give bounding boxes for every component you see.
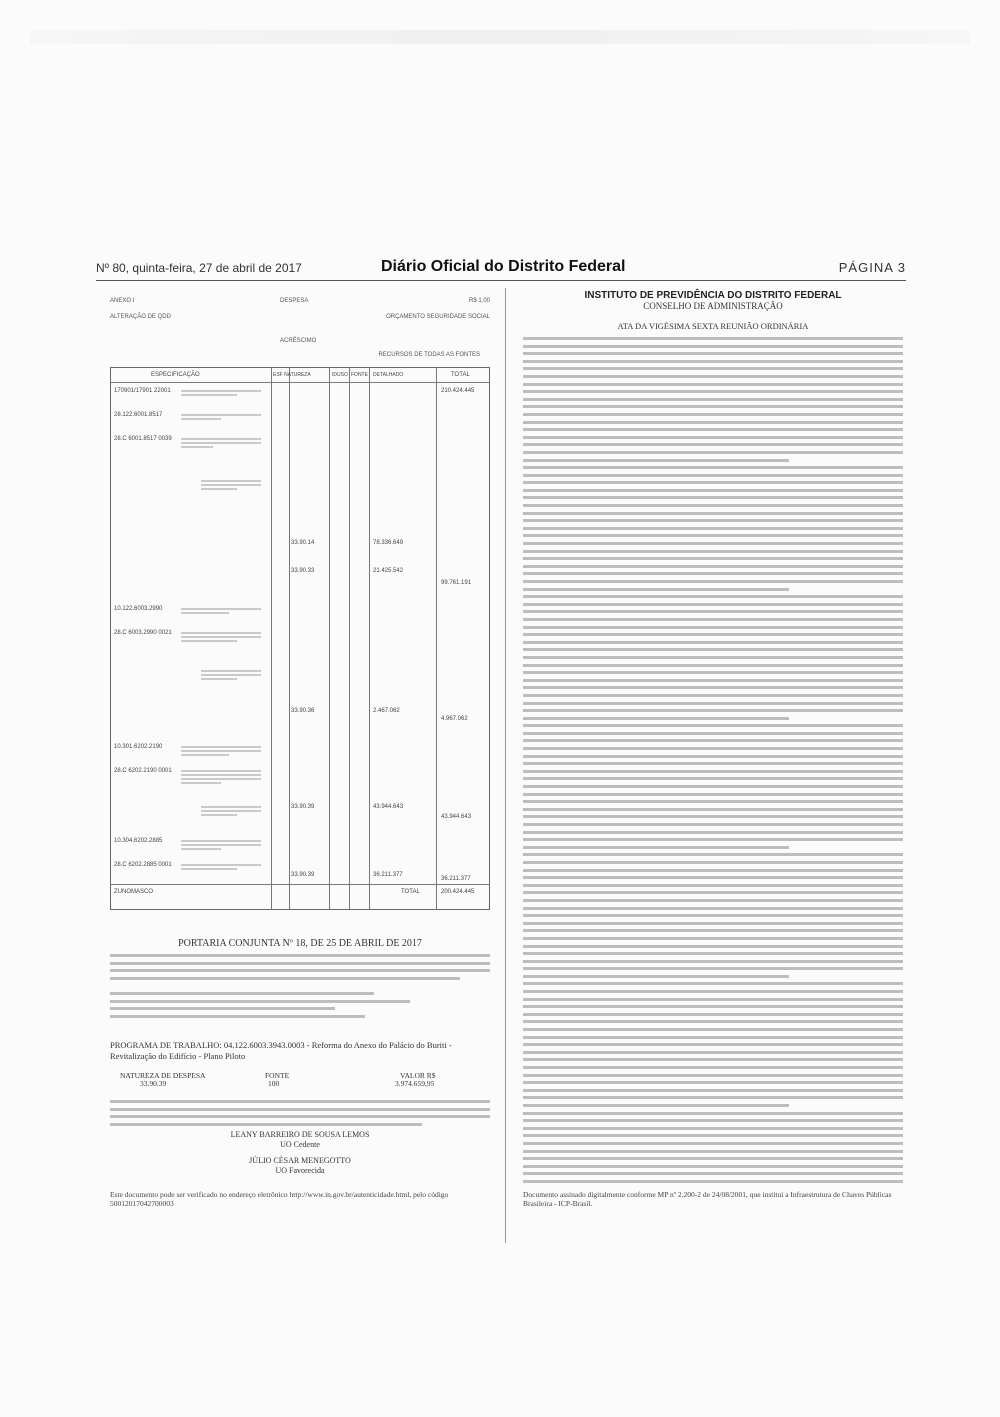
- ata-body-text: [523, 337, 903, 1183]
- text-line: [523, 580, 903, 583]
- footer-right: Documento assinado digitalmente conforme MP nº 2.200-2 de 24/08/2001, que institui a Infraestrutura de Chaves Públicas Brasileira - ICP-Brasil.: [523, 1190, 892, 1208]
- text-line: [523, 914, 903, 917]
- institute-title: INSTITUTO DE PREVIDÊNCIA DO DISTRITO FEDERAL: [584, 290, 842, 301]
- text-line: [523, 519, 903, 522]
- newspaper-title: Diário Oficial do Distrito Federal: [381, 258, 626, 275]
- text-line: [523, 633, 903, 636]
- table-row-code: 10.122.6003.2990: [114, 606, 163, 612]
- budget-table: [110, 292, 490, 910]
- programa-trabalho: PROGRAMA DE TRABALHO: 04.122.6003.3943.0003 - Reforma do Anexo do Palácio do Buriti - Revitalização do Edifício - Plano Piloto: [110, 1040, 452, 1061]
- table-row-code: 10.301.6202.2190: [114, 744, 163, 750]
- text-line: [523, 527, 903, 530]
- text-line: [523, 937, 903, 940]
- text-line: [523, 337, 903, 340]
- text-line: [523, 352, 903, 355]
- text-line: [523, 686, 903, 689]
- text-line: [523, 785, 903, 788]
- text-line: [523, 360, 903, 363]
- text-line: [523, 755, 903, 758]
- text-line: [523, 747, 903, 750]
- ata-title: ATA DA VIGÉSIMA SEXTA REUNIÃO ORDINÁRIA: [617, 321, 809, 331]
- desc-lines: [181, 838, 261, 852]
- detalhado-value: 2.467.062: [373, 708, 400, 714]
- col-detalhado: DETALHADO: [373, 372, 404, 378]
- natureza-despesa-value: 33.90.39: [140, 1079, 167, 1088]
- text-line: [523, 831, 903, 834]
- desc-lines: [181, 744, 261, 758]
- natureza-value: 33.90.33: [291, 568, 315, 574]
- desc-lines: [201, 804, 261, 818]
- text-line: [523, 375, 903, 378]
- signature-1-name: LEANY BARREIRO DE SOUSA LEMOS: [230, 1130, 370, 1139]
- text-line: [523, 1157, 903, 1160]
- text-line: [523, 724, 903, 727]
- column-divider: [505, 288, 506, 1243]
- text-line: [523, 823, 903, 826]
- text-line: [523, 1180, 903, 1183]
- text-line: [523, 367, 903, 370]
- text-line: [523, 929, 903, 932]
- fonte-value: 100: [268, 1079, 280, 1088]
- text-line: [523, 1165, 903, 1168]
- text-line: [523, 542, 903, 545]
- text-line: [523, 899, 903, 902]
- desc-lines: [181, 436, 261, 450]
- valor-value: 3.974.659,95: [395, 1079, 435, 1088]
- text-line: [523, 876, 903, 879]
- text-line: [523, 907, 903, 910]
- desc-lines: [181, 388, 261, 398]
- text-line: [523, 1013, 903, 1016]
- header-rule: [96, 280, 906, 281]
- sum-value: 200.424.445: [441, 889, 475, 895]
- text-line: [523, 557, 903, 560]
- scan-artifact: [30, 30, 970, 44]
- text-line: [523, 641, 903, 644]
- text-line: [523, 588, 789, 591]
- text-line: [523, 861, 903, 864]
- text-line: [523, 671, 903, 674]
- text-line: [523, 443, 903, 446]
- text-line: [523, 1036, 903, 1039]
- recursos-label: RECURSOS DE TODAS AS FONTES: [378, 352, 480, 358]
- text-line: [523, 1172, 903, 1175]
- text-line: [523, 1020, 903, 1023]
- table-row-code: 28.C 6003.2990 0021: [114, 630, 172, 636]
- text-line: [523, 1043, 903, 1046]
- desc-lines: [181, 862, 261, 872]
- text-line: [523, 626, 903, 629]
- acrescimo-label: ACRÉSCIMO: [280, 338, 317, 344]
- text-line: [523, 967, 903, 970]
- text-line: [523, 891, 903, 894]
- text-line: [523, 648, 903, 651]
- desc-lines: [181, 630, 261, 644]
- footer-left: Este documento pode ser verificado no endereço eletrônico http://www.in.gov.br/autenticidade.html, pelo código 50012017042700003: [110, 1190, 449, 1208]
- detalhado-value: 36.211.377: [373, 872, 403, 878]
- natureza-despesa-label: NATUREZA DE DESPESA: [120, 1071, 206, 1080]
- despesa-label: DESPESA: [280, 298, 309, 304]
- text-line: [523, 998, 903, 1001]
- text-line: [523, 770, 903, 773]
- text-line: [523, 1127, 903, 1130]
- table-row-code: 28.C 6202.2885 0001: [114, 862, 172, 868]
- natureza-value: 33.90.14: [291, 540, 315, 546]
- text-line: [523, 489, 903, 492]
- portaria-preamble: [110, 954, 490, 984]
- text-line: [523, 1005, 903, 1008]
- text-line: [523, 1081, 903, 1084]
- portaria-title: PORTARIA CONJUNTA Nº 18, DE 25 DE ABRIL DE 2017: [178, 938, 422, 949]
- text-line: [523, 1134, 903, 1137]
- text-line: [523, 610, 903, 613]
- text-line: [523, 466, 903, 469]
- text-line: [523, 800, 903, 803]
- portaria-uo-lines: [110, 992, 410, 1022]
- text-line: [523, 1142, 903, 1145]
- text-line: [523, 504, 903, 507]
- signature-1-role: UO Cedente: [280, 1140, 320, 1149]
- text-line: [523, 777, 903, 780]
- table-grid: [110, 367, 490, 910]
- text-line: [523, 793, 903, 796]
- text-line: [523, 421, 903, 424]
- text-line: [523, 390, 903, 393]
- text-line: [523, 512, 903, 515]
- total-value: 99.761.191: [441, 580, 472, 586]
- text-line: [523, 952, 903, 955]
- text-line: [523, 656, 903, 659]
- text-line: [523, 474, 903, 477]
- text-line: [523, 762, 903, 765]
- total-value: 4.967.062: [441, 716, 468, 722]
- table-row-code: 10.304.6202.2885: [114, 838, 163, 844]
- table-footer-code: ZUNOMASCO: [114, 889, 153, 895]
- desc-lines: [181, 606, 261, 616]
- council-subtitle: CONSELHO DE ADMINISTRAÇÃO: [643, 301, 783, 311]
- annex-label: ANEXO I: [110, 298, 135, 304]
- text-line: [523, 739, 903, 742]
- text-line: [523, 572, 903, 575]
- text-line: [523, 945, 903, 948]
- text-line: [523, 1104, 789, 1107]
- total-value: 210.424.445: [441, 388, 475, 394]
- text-line: [523, 451, 903, 454]
- text-line: [523, 1112, 903, 1115]
- text-line: [523, 694, 903, 697]
- text-line: [523, 846, 789, 849]
- signature-2-role: UO Favorecida: [275, 1166, 325, 1175]
- text-line: [523, 884, 903, 887]
- text-line: [523, 975, 789, 978]
- table-row-code: 28.C 6001.8517 0039: [114, 436, 172, 442]
- text-line: [523, 459, 789, 462]
- page-number: PÁGINA 3: [838, 260, 906, 275]
- text-line: [523, 383, 903, 386]
- signature-2-name: JÚLIO CÉSAR MENEGOTTO: [249, 1156, 351, 1165]
- natureza-value: 33.90.39: [291, 872, 315, 878]
- issue-info: Nº 80, quinta-feira, 27 de abril de 2017: [96, 261, 302, 275]
- text-line: [523, 1028, 903, 1031]
- text-line: [523, 534, 903, 537]
- alteration-label: ALTERAÇÃO DE QDD: [110, 314, 171, 320]
- natureza-value: 33.90.39: [291, 804, 315, 810]
- text-line: [523, 1058, 903, 1061]
- total-value: 43.944.643: [441, 814, 472, 820]
- desc-lines: [181, 412, 261, 422]
- text-line: [523, 960, 903, 963]
- text-line: [523, 709, 903, 712]
- right-column: [523, 290, 903, 1188]
- text-line: [523, 603, 903, 606]
- text-line: [523, 1051, 903, 1054]
- col-fonte: FONTE: [351, 372, 368, 378]
- text-line: [523, 1150, 903, 1153]
- desc-lines: [201, 668, 261, 682]
- text-line: [523, 428, 903, 431]
- text-line: [523, 922, 903, 925]
- table-row-code: 28.122.6001.8517: [114, 412, 163, 418]
- valor-label: VALOR R$: [400, 1071, 436, 1080]
- text-line: [523, 565, 903, 568]
- text-line: [523, 345, 903, 348]
- text-line: [523, 618, 903, 621]
- text-line: [523, 398, 903, 401]
- desc-lines: [201, 478, 261, 492]
- text-line: [523, 1119, 903, 1122]
- page-header: [96, 258, 906, 278]
- sum-label: TOTAL: [401, 889, 420, 895]
- text-line: [523, 550, 903, 553]
- orcamento-label: ORÇAMENTO SEGURIDADE SOCIAL: [386, 314, 490, 320]
- text-line: [523, 808, 903, 811]
- text-line: [523, 1074, 903, 1077]
- text-line: [523, 481, 903, 484]
- objeto-text: [110, 1100, 490, 1130]
- detalhado-value: 78.336.649: [373, 540, 404, 546]
- detalhado-value: 43.944.643: [373, 804, 404, 810]
- text-line: [523, 869, 903, 872]
- text-line: [523, 1096, 903, 1099]
- detalhado-value: 21.425.542: [373, 568, 404, 574]
- natureza-value: 33.90.36: [291, 708, 315, 714]
- text-line: [523, 436, 903, 439]
- text-line: [523, 982, 903, 985]
- text-line: [523, 1089, 903, 1092]
- text-line: [523, 838, 903, 841]
- currency-label: R$ 1,00: [468, 298, 490, 304]
- text-line: [523, 853, 903, 856]
- text-line: [523, 496, 903, 499]
- text-line: [523, 717, 789, 720]
- table-row-code: 170901/17901 22001: [114, 388, 171, 394]
- text-line: [523, 815, 903, 818]
- total-value: 36.211.377: [441, 876, 471, 882]
- col-especificacao: ESPECIFICAÇÃO: [151, 372, 200, 378]
- col-total: TOTAL: [451, 372, 470, 378]
- text-line: [523, 702, 903, 705]
- text-line: [523, 1066, 903, 1069]
- text-line: [523, 405, 903, 408]
- text-line: [523, 595, 903, 598]
- col-iduso: IDUSO: [332, 372, 348, 378]
- text-line: [523, 990, 903, 993]
- text-line: [523, 413, 903, 416]
- text-line: [523, 732, 903, 735]
- fonte-label: FONTE: [265, 1071, 290, 1080]
- desc-lines: [181, 768, 261, 786]
- table-row-code: 28.C 6202.2190 0001: [114, 768, 172, 774]
- col-natureza: ESF NATUREZA: [273, 372, 311, 378]
- text-line: [523, 679, 903, 682]
- text-line: [523, 664, 903, 667]
